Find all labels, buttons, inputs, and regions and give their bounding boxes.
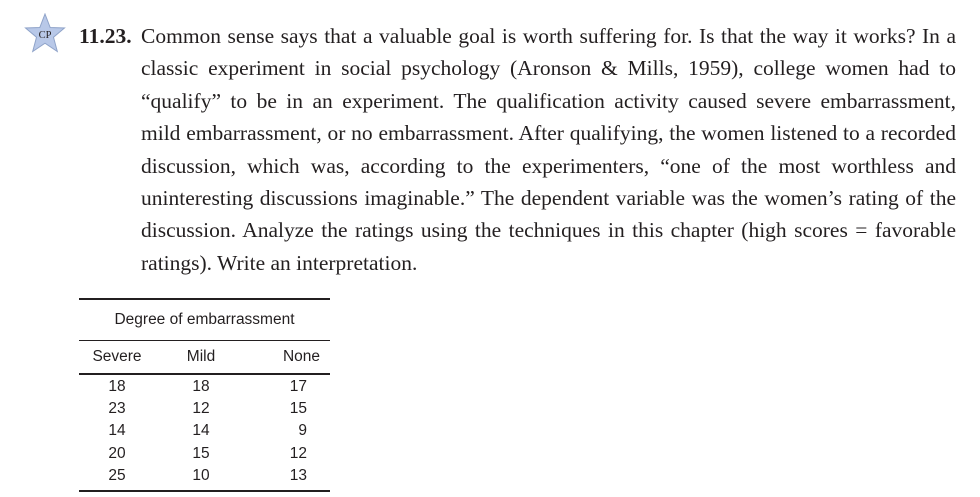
- cell-none: 17: [289, 378, 307, 395]
- cell-none: 15: [289, 400, 307, 418]
- table-row: [79, 376, 330, 398]
- table-group-header: Degree of embarrassment: [114, 311, 295, 328]
- cell-mild: 14: [192, 422, 210, 440]
- cell-severe: 18: [108, 378, 126, 395]
- problem-text: Common sense says that a valuable goal is worth suffering for. Is that the way it works? In a classic experiment in social psychology (Aronson & Mills, 1959), college women had to “qualify” to be in an experiment. The qualification activity caused severe embarrassment, mild embarrassment, or no embarrassment. After qualifying, the women listened to a recorded discussion, which was, according to the experimenters, “one of the most worthless and uninteresting discussions imaginable.” The dependent variable was the women’s rating of the discussion. Analyze the ratings using the techniques in this chapter (high scores = favorable ratings). Write an interpretation.: [141, 24, 956, 275]
- table-row: [79, 398, 330, 420]
- problem-number: 11.23.: [79, 24, 132, 48]
- cell-mild: 12: [192, 400, 210, 418]
- cp-badge: [24, 13, 66, 55]
- badge-label: CP: [38, 30, 52, 41]
- cell-none: 12: [289, 444, 307, 462]
- cell-severe: 23: [108, 400, 126, 418]
- cell-mild: 15: [192, 444, 210, 462]
- column-header-mild: Mild: [186, 348, 216, 365]
- cell-severe: 25: [108, 466, 126, 484]
- cell-none: 9: [298, 422, 307, 440]
- table-column-headers: [79, 341, 330, 373]
- table-row: [79, 443, 330, 465]
- star-icon: [24, 13, 66, 55]
- data-table: [79, 298, 330, 492]
- problem-block: [79, 20, 956, 279]
- table-row: [79, 465, 330, 487]
- column-header-severe: Severe: [92, 348, 142, 365]
- column-header-none: None: [282, 348, 320, 365]
- cell-mild: 10: [192, 466, 210, 484]
- table-body: [79, 375, 330, 490]
- cell-mild: 18: [192, 378, 210, 395]
- table-bottom-rule: [79, 490, 330, 492]
- cell-severe: 14: [108, 422, 126, 440]
- cell-none: 13: [289, 466, 307, 484]
- cell-severe: 20: [108, 444, 126, 462]
- table-row: [79, 420, 330, 442]
